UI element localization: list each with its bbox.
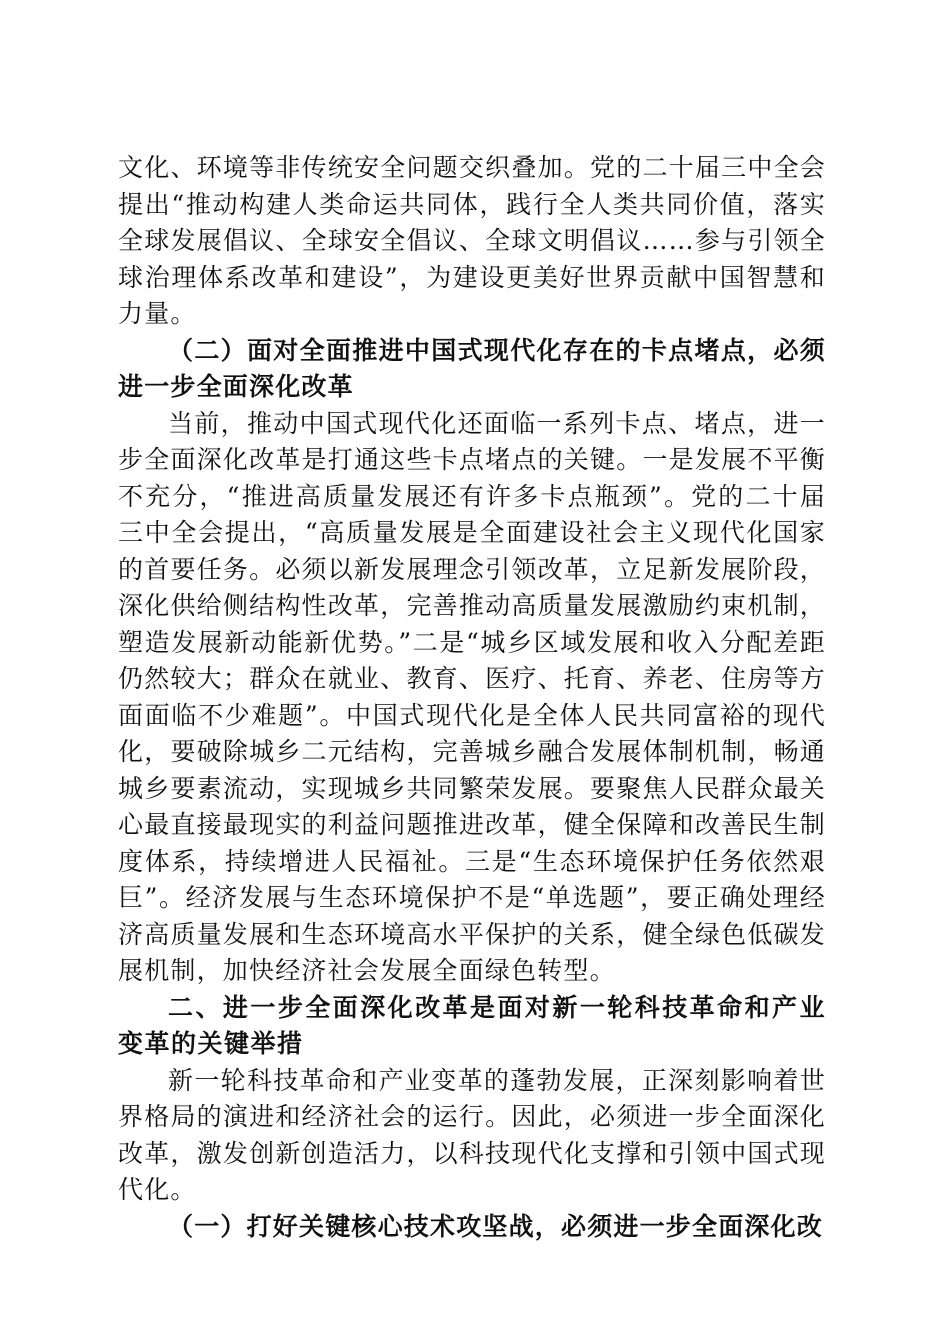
- section-heading-two: 二、进一步全面深化改革是面对新一轮科技革命和产业变革的关键举措: [118, 992, 826, 1058]
- subheading-one: （一）打好关键核心技术攻坚战，必须进一步全面深化改: [168, 1211, 824, 1241]
- subheading-two: （二）面对全面推进中国式现代化存在的卡点堵点，必须进一步全面深化改革: [118, 335, 826, 401]
- body-paragraph-continuation: 文化、环境等非传统安全问题交织叠加。党的二十届三中全会提出“推动构建人类命运共同体，践行全人类共同价值，落实全球发展倡议、全球安全倡议、全球文明倡议……参与引领全球治理体系改革和建设”，为建设更美好世界贡献中国智慧和力量。: [118, 153, 826, 328]
- document-body: [118, 150, 826, 1245]
- body-paragraph-tech-revolution: 新一轮科技革命和产业变革的蓬勃发展，正深刻影响着世界格局的演进和经济社会的运行。因此，必须进一步全面深化改革，激发创新创造活力，以科技现代化支撑和引领中国式现代化。: [118, 1065, 826, 1204]
- body-paragraph-chokepoints: 当前，推动中国式现代化还面临一系列卡点、堵点，进一步全面深化改革是打通这些卡点堵点的关键。一是发展不平衡不充分，“推进高质量发展还有许多卡点瓶颈”。党的二十届三中全会提出，“高质量发展是全面建设社会主义现代化国家的首要任务。必须以新发展理念引领改革，立足新发展阶段，深化供给侧结构性改革，完善推动高质量发展激励约束机制，塑造发展新动能新优势。”二是“城乡区域发展和收入分配差距仍然较大；群众在就业、教育、医疗、托育、养老、住房等方面面临不少难题”。中国式现代化是全体人民共同富裕的现代化，要破除城乡二元结构，完善城乡融合发展体制机制，畅通城乡要素流动，实现城乡共同繁荣发展。要聚焦人民群众最关心最直接最现实的利益问题推进改革，健全保障和改善民生制度体系，持续增进人民福祉。三是“生态环境保护任务依然艰巨”。经济发展与生态环境保护不是“单选题”，要正确处理经济高质量发展和生态环境高水平保护的关系，健全绿色低碳发展机制，加快经济社会发展全面绿色转型。: [118, 408, 826, 985]
